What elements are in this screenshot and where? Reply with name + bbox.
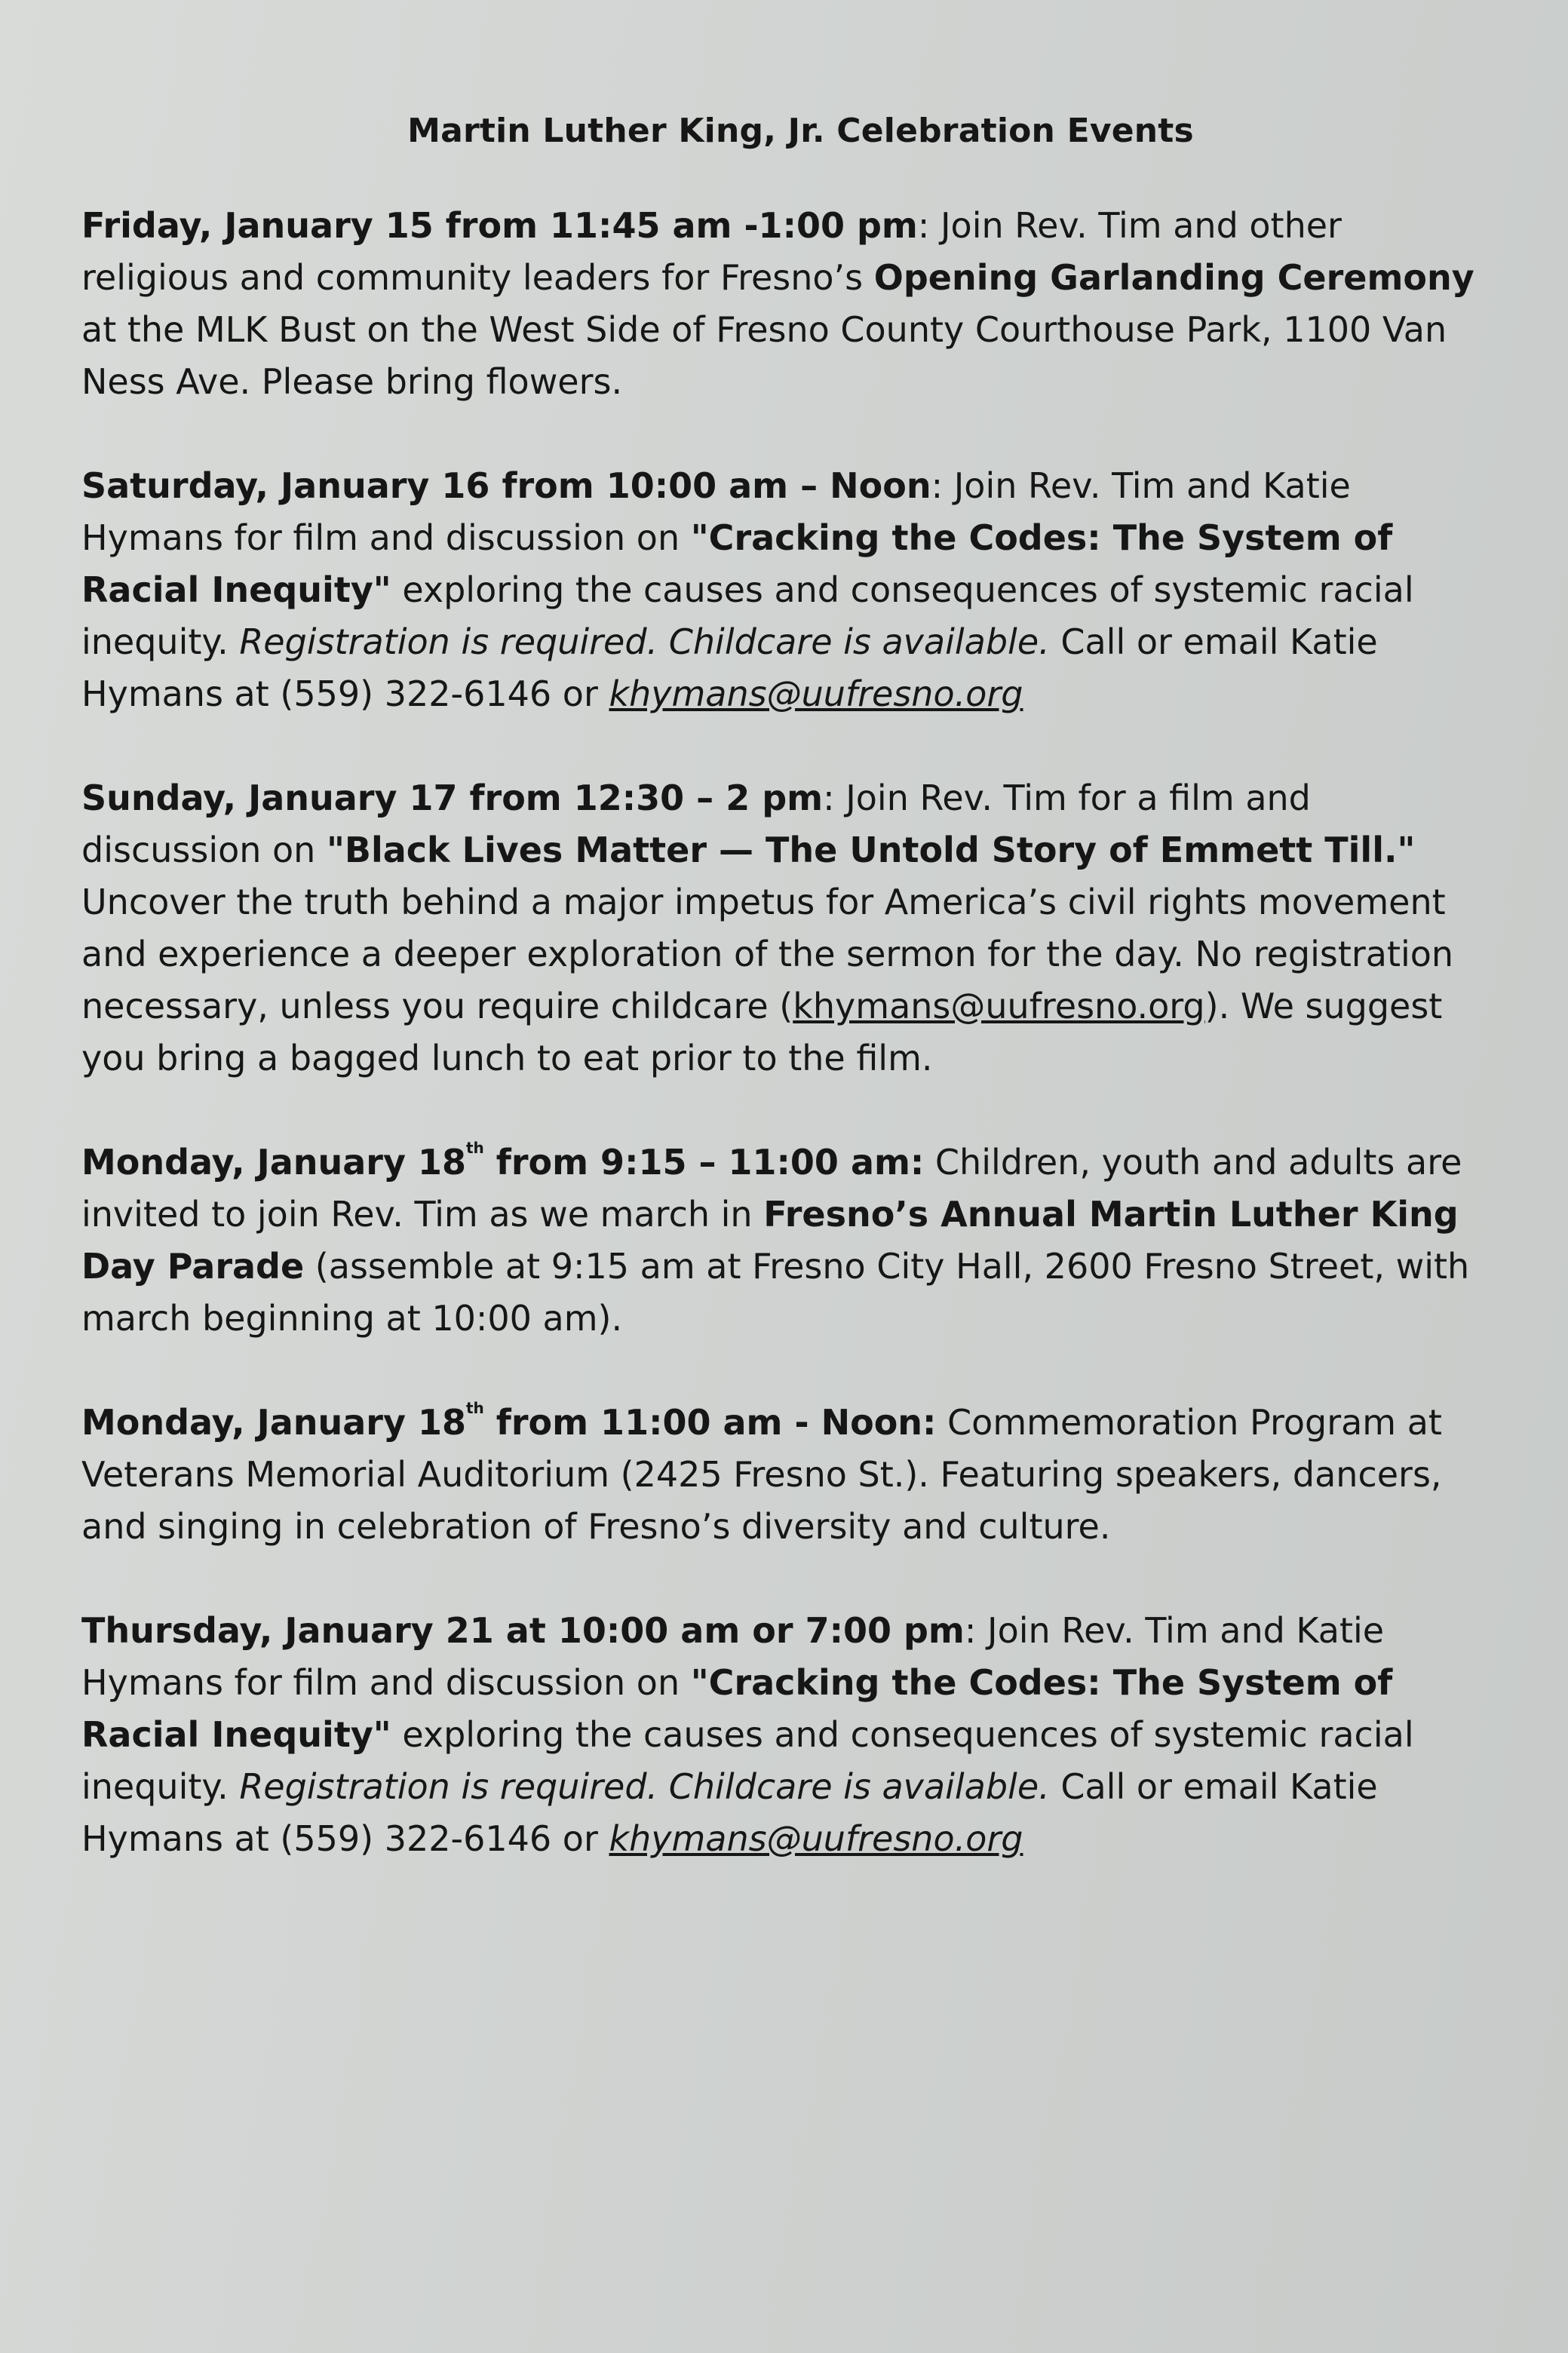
event-date: Saturday, January 16 from 10:00 am – Noon — [81, 465, 931, 506]
event-highlight: "Cracking the Codes: The System of Racial Inequity" — [81, 517, 1393, 610]
event-item — [81, 1137, 1477, 1345]
event-text: Join Rev. Tim and Katie Hymans for film and discussion on — [81, 465, 1351, 558]
event-text: Commemoration Program at Veterans Memorial Auditorium (2425 Fresno St.). Featuring speakers, dancers, and singing in celebration of Fresno’s diversity and culture. — [81, 1402, 1442, 1547]
event-highlight: Fresno’s Annual Martin Luther King Day Parade — [81, 1194, 1459, 1287]
event-text: (assemble at 9:15 am at Fresno City Hall, 2600 Fresno Street, with march beginning at 10:00 am). — [81, 1246, 1470, 1339]
event-item — [81, 200, 1477, 408]
event-highlight: Opening Garlanding Ceremony — [873, 257, 1474, 298]
event-text: ). We suggest you bring a bagged lunch to eat prior to the film. — [81, 986, 1443, 1078]
event-date: Monday, January 18 — [81, 1142, 466, 1183]
event-colon: : — [823, 778, 846, 818]
event-colon: : — [917, 205, 940, 246]
email-link[interactable]: khymans@uufresno.org — [793, 986, 1205, 1026]
event-item — [81, 1397, 1477, 1553]
event-date: Sunday, January 17 from 12:30 – 2 pm — [81, 778, 824, 818]
event-text: Join Rev. Tim for a film and discussion on — [81, 778, 1311, 870]
email-link[interactable]: khymans@uufresno.org — [609, 1818, 1023, 1859]
event-text: Uncover the truth behind a major impetus for America’s civil rights movement and experience a deeper exploration of the sermon for the day. No registration necessary, unless you require childcare ( — [81, 882, 1454, 1026]
event-text: exploring the causes and consequences of systemic racial inequity. — [81, 569, 1414, 662]
event-item — [81, 772, 1477, 1084]
event-date-suffix: th — [465, 1139, 484, 1157]
event-text: Call or email Katie Hymans at (559) 322-6146 or — [81, 1766, 1378, 1859]
event-text: Call or email Katie Hymans at (559) 322-6146 or — [81, 621, 1378, 714]
event-time: from 9:15 – 11:00 am: — [483, 1142, 925, 1183]
event-highlight: "Black Lives Matter — The Untold Story of Emmett Till." — [326, 830, 1416, 870]
email-link[interactable]: khymans@uufresno.org — [609, 673, 1023, 714]
event-text: at the MLK Bust on the West Side of Fresno County Courthouse Park, 1100 Van Ness Ave. Please bring flowers. — [81, 309, 1447, 402]
event-text: Children, youth and adults are invited to join Rev. Tim as we march in — [81, 1142, 1462, 1235]
flyer-title: Martin Luther King, Jr. Celebration Events — [407, 112, 1194, 150]
event-date: Monday, January 18 — [81, 1402, 466, 1443]
event-highlight: "Cracking the Codes: The System of Racial Inequity" — [81, 1662, 1393, 1755]
event-date: Friday, January 15 from 11:45 am -1:00 pm — [81, 205, 918, 246]
event-text: Join Rev. Tim and other religious and community leaders for Fresno’s — [81, 205, 1342, 298]
event-colon: : — [931, 465, 954, 506]
event-text: Join Rev. Tim and Katie Hymans for film and discussion on — [81, 1610, 1385, 1703]
event-note: Registration is required. Childcare is available. — [239, 1766, 1050, 1807]
event-time: from 11:00 am - Noon: — [483, 1402, 937, 1443]
event-item — [81, 1605, 1477, 1865]
event-date: Thursday, January 21 at 10:00 am or 7:00 pm — [81, 1610, 965, 1651]
event-date-suffix: th — [465, 1399, 484, 1417]
event-text: exploring the causes and consequences of systemic racial inequity. — [81, 1714, 1414, 1807]
event-item — [81, 460, 1477, 720]
event-colon: : — [964, 1610, 987, 1651]
event-note: Registration is required. Childcare is available. — [239, 621, 1050, 662]
